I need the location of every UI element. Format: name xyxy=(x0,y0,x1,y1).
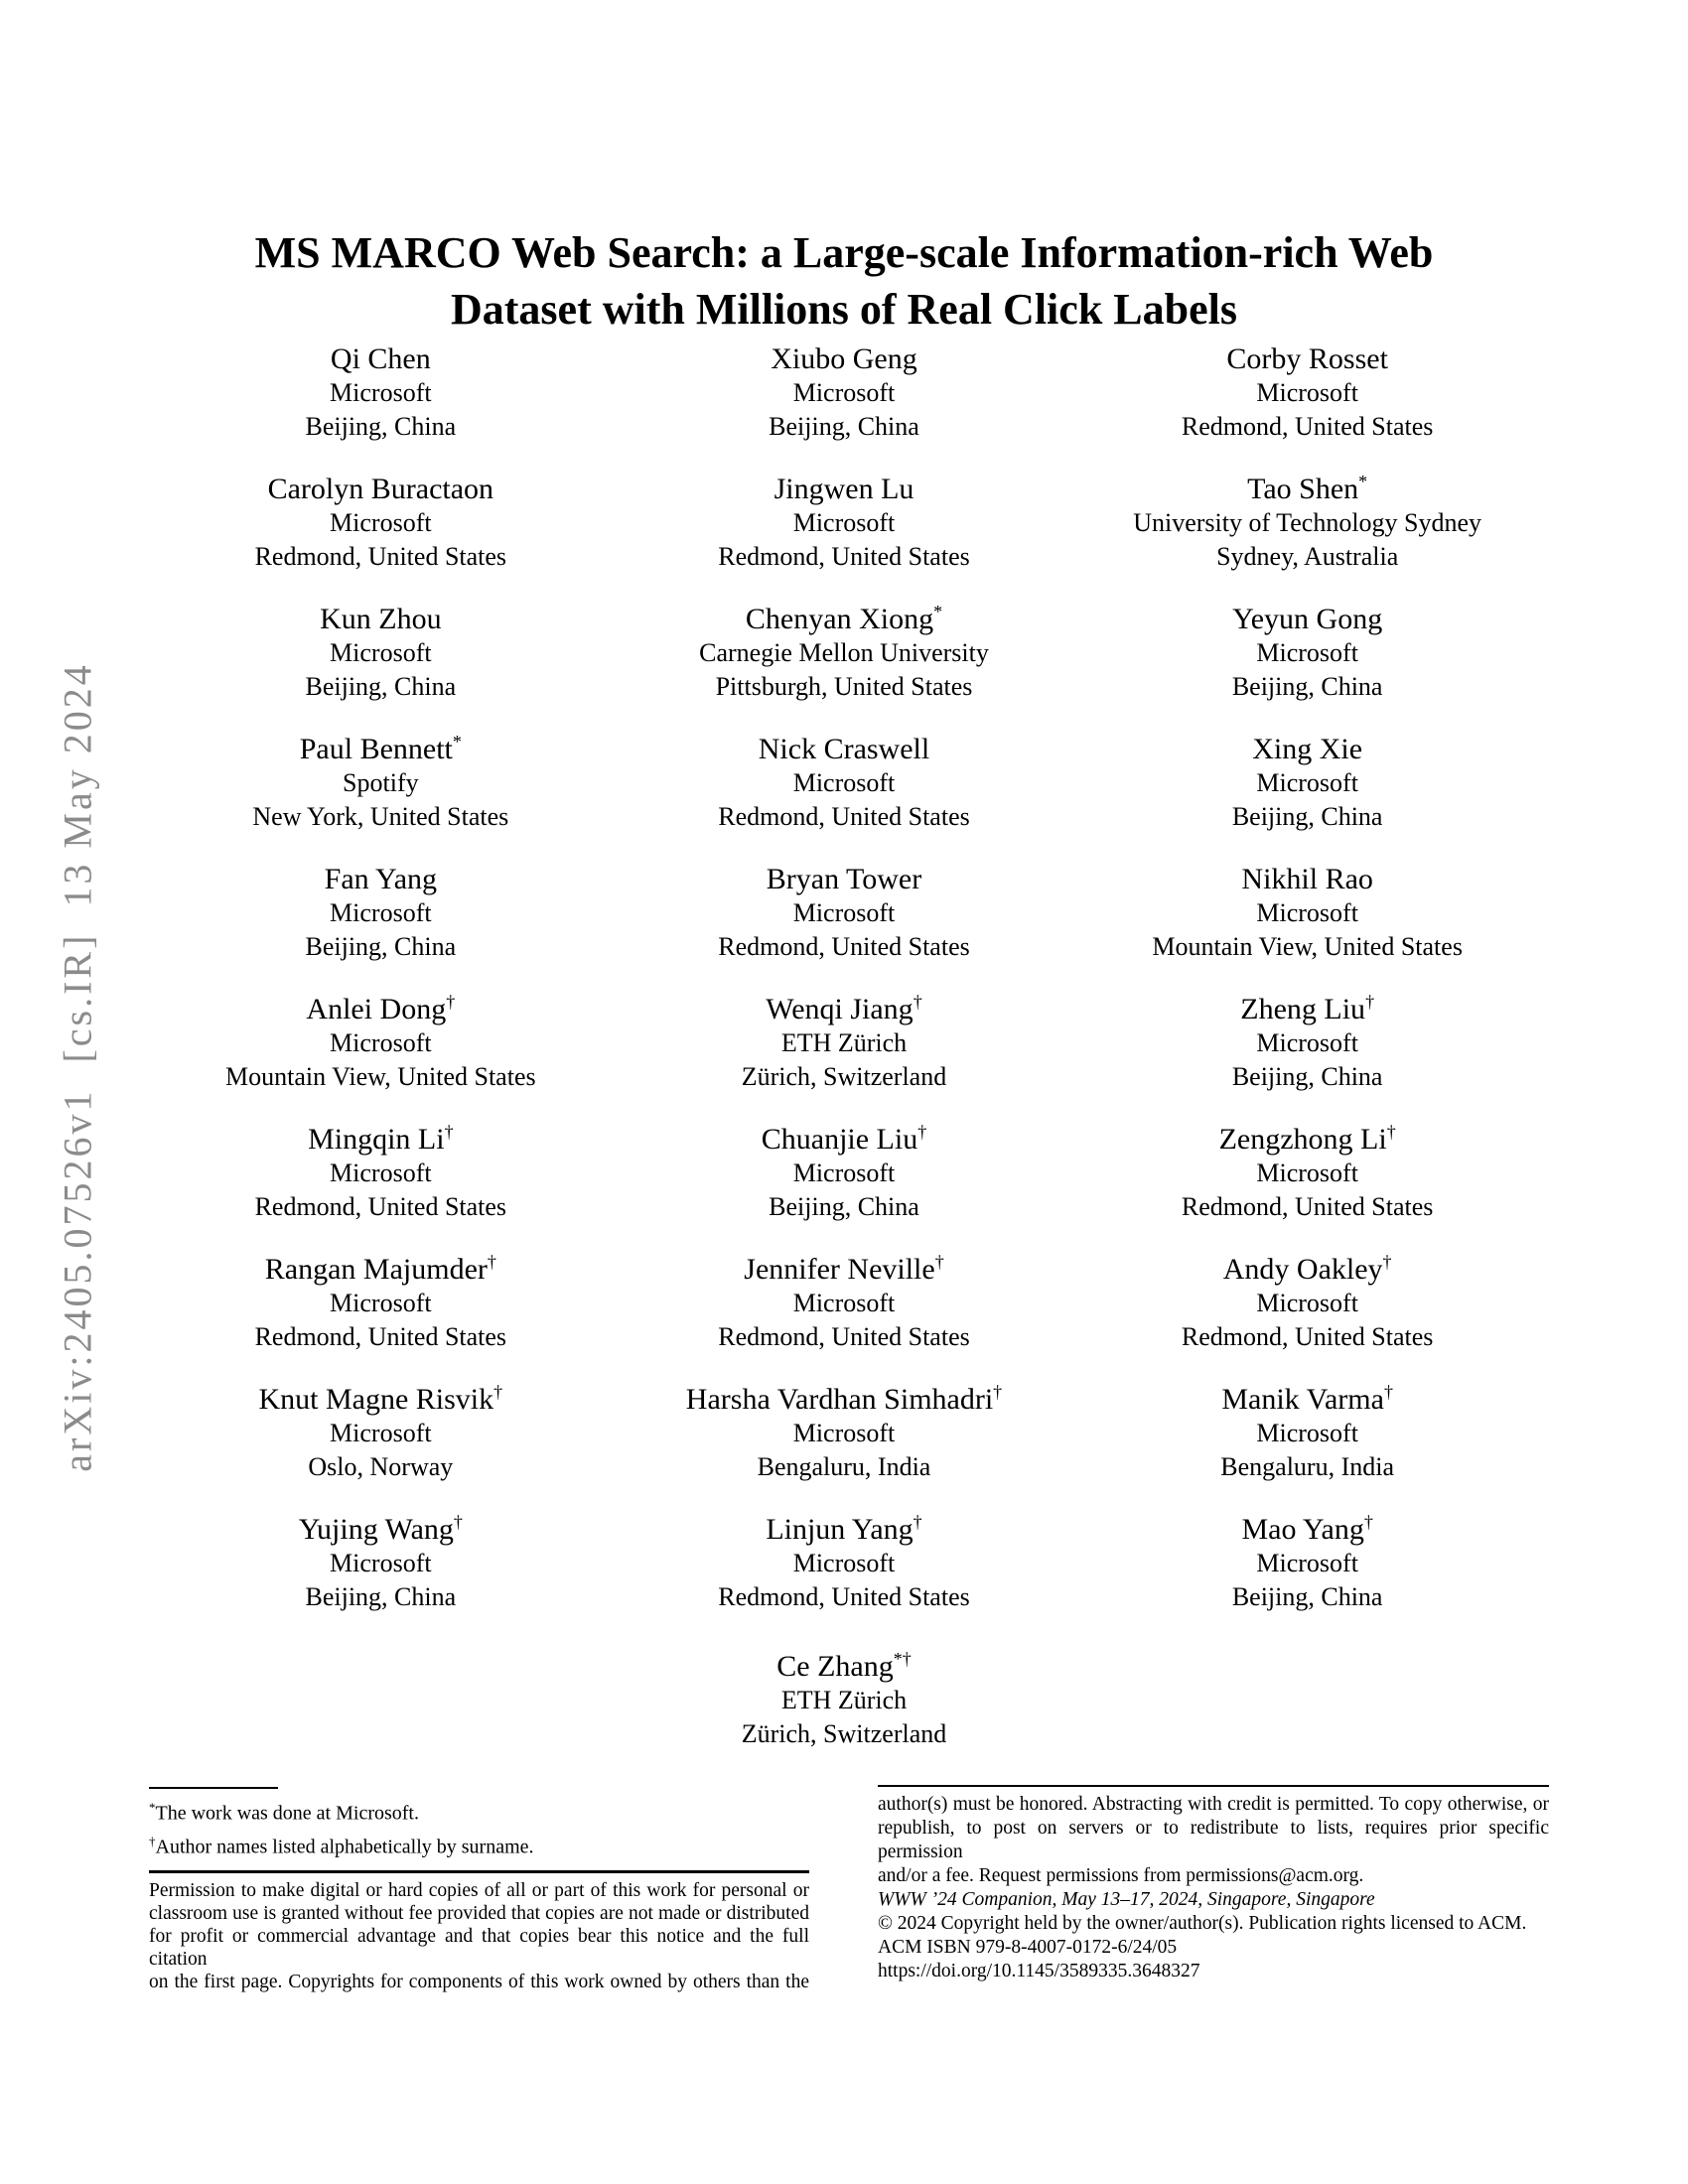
author-block xyxy=(149,1382,613,1484)
author-location: Redmond, United States xyxy=(718,542,970,571)
author-location: Redmond, United States xyxy=(718,932,970,961)
author-affiliation: Microsoft xyxy=(330,508,432,537)
author-affiliation: Microsoft xyxy=(1256,1289,1358,1317)
last-author-row xyxy=(149,1649,1539,1751)
author-affiliation: Microsoft xyxy=(1256,1028,1358,1057)
author-name: Mao Yang† xyxy=(1241,1512,1373,1546)
author-affiliation: Microsoft xyxy=(792,1289,896,1317)
author-marker: * xyxy=(1358,472,1368,491)
author-affiliation: Microsoft xyxy=(330,1289,432,1317)
author-name: Nikhil Rao xyxy=(1241,863,1373,895)
author-location: Zürich, Switzerland xyxy=(741,1062,947,1091)
author-marker: † xyxy=(917,1122,927,1142)
author-name: Jingwen Lu xyxy=(774,473,914,505)
author-affiliation: Microsoft xyxy=(1256,1549,1358,1577)
author-block xyxy=(613,602,1076,704)
author-affiliation: Microsoft xyxy=(792,1549,896,1577)
author-name: Qi Chen xyxy=(330,342,431,375)
author-name: Corby Rosset xyxy=(1226,342,1388,375)
author-block xyxy=(149,472,613,574)
author-marker: † xyxy=(1363,1512,1373,1532)
author-location: New York, United States xyxy=(252,802,509,831)
author-block xyxy=(149,862,613,964)
author-block xyxy=(1075,341,1539,444)
author-marker: *† xyxy=(893,1649,912,1669)
author-block xyxy=(149,1512,613,1614)
author-name: Xiubo Geng xyxy=(771,342,917,375)
author-name: Yeyun Gong xyxy=(1232,603,1383,635)
author-block xyxy=(613,1122,1076,1224)
author-marker: † xyxy=(453,1512,463,1532)
author-block xyxy=(613,1512,1076,1614)
permission-text xyxy=(149,1879,809,1993)
author-name: Kun Zhou xyxy=(320,603,442,635)
permission-line-4: on the first page. Copyrights for components of this work owned by others than the xyxy=(149,1972,809,1993)
author-location: Beijing, China xyxy=(769,412,919,441)
author-block xyxy=(1075,1382,1539,1484)
permission-rule xyxy=(149,1870,809,1873)
author-marker: † xyxy=(913,1512,922,1532)
footnote-star-marker: * xyxy=(149,1800,156,1815)
author-block xyxy=(613,1382,1076,1484)
author-block xyxy=(613,992,1076,1094)
author-location: Pittsburgh, United States xyxy=(715,672,973,701)
author-name: Mingqin Li† xyxy=(308,1122,454,1156)
author-block xyxy=(1075,862,1539,964)
footnote-dagger-marker: † xyxy=(149,1833,156,1848)
author-block xyxy=(1075,1512,1539,1614)
author-name: Fan Yang xyxy=(324,863,438,895)
author-affiliation: Microsoft xyxy=(1256,768,1358,797)
author-block xyxy=(149,732,613,834)
author-block xyxy=(149,602,613,704)
author-affiliation: Microsoft xyxy=(792,378,896,407)
author-name: Zengzhong Li† xyxy=(1218,1122,1396,1156)
author-affiliation: Microsoft xyxy=(792,768,896,797)
author-location: Oslo, Norway xyxy=(308,1452,454,1481)
author-affiliation: Microsoft xyxy=(1256,638,1358,667)
author-marker: † xyxy=(913,992,922,1012)
author-location: Beijing, China xyxy=(305,932,457,961)
author-location: Zürich, Switzerland xyxy=(741,1719,947,1748)
author-marker: † xyxy=(1386,1122,1396,1142)
author-block xyxy=(613,472,1076,574)
author-marker: † xyxy=(493,1382,503,1402)
author-affiliation: Microsoft xyxy=(1256,1419,1358,1447)
author-name: Linjun Yang† xyxy=(766,1512,922,1546)
isbn-line: ACM ISBN 979-8-4007-0172-6/24/05 xyxy=(878,1937,1178,1958)
author-name: Yujing Wang† xyxy=(298,1512,463,1546)
author-name: Paul Bennett* xyxy=(299,732,462,765)
author-marker: * xyxy=(452,732,462,751)
author-name: Nick Craswell xyxy=(758,733,930,765)
permission-line-3: for profit or commercial advantage and that copies bear this notice and the full citation xyxy=(149,1926,809,1971)
author-affiliation: Carnegie Mellon University xyxy=(699,638,989,667)
author-block xyxy=(149,341,613,444)
author-affiliation: Microsoft xyxy=(330,1159,432,1187)
author-location: Beijing, China xyxy=(1231,1062,1383,1091)
paper-title-line-1: MS MARCO Web Search: a Large-scale Information-rich Web xyxy=(254,228,1434,277)
author-location: Sydney, Australia xyxy=(1216,542,1399,571)
author-affiliation: Microsoft xyxy=(792,1419,896,1447)
author-affiliation: ETH Zürich xyxy=(780,1686,908,1714)
author-affiliation: Microsoft xyxy=(330,1419,432,1447)
author-name: Bryan Tower xyxy=(766,863,922,895)
permission-line-1: Permission to make digital or hard copies of all or part of this work for personal or xyxy=(149,1880,809,1902)
author-location: Beijing, China xyxy=(1231,672,1383,701)
author-affiliation: Microsoft xyxy=(330,638,432,667)
author-name: Chuanjie Liu† xyxy=(761,1122,927,1156)
author-block xyxy=(1075,732,1539,834)
author-location: Redmond, United States xyxy=(718,1582,970,1611)
author-name: Chenyan Xiong* xyxy=(745,602,943,635)
author-marker: * xyxy=(933,602,943,621)
author-block xyxy=(1075,992,1539,1094)
author-affiliation: Microsoft xyxy=(330,378,432,407)
author-block xyxy=(613,862,1076,964)
author-affiliation: Microsoft xyxy=(1256,898,1358,927)
author-location: Beijing, China xyxy=(305,672,457,701)
author-marker: † xyxy=(1365,992,1375,1012)
author-block xyxy=(1075,472,1539,574)
author-block xyxy=(1075,1252,1539,1354)
footnote-dagger-text: Author names listed alphabetically by surname. xyxy=(155,1836,534,1858)
doi-link[interactable]: https://doi.org/10.1145/3589335.3648327 xyxy=(878,1961,1200,1981)
author-name: Harsha Vardhan Simhadri† xyxy=(685,1382,1003,1416)
author-name: Andy Oakley† xyxy=(1222,1252,1392,1286)
author-marker: † xyxy=(1382,1252,1392,1272)
rights-column-right xyxy=(878,1785,1549,1983)
author-name: Knut Magne Risvik† xyxy=(258,1382,503,1416)
author-location: Mountain View, United States xyxy=(225,1062,536,1091)
copyright-line: © 2024 Copyright held by the owner/author(s). Publication rights licensed to ACM. xyxy=(878,1913,1527,1934)
author-block xyxy=(613,732,1076,834)
author-location: Redmond, United States xyxy=(1181,1192,1434,1221)
rights-line-1: author(s) must be honored. Abstracting with credit is permitted. To copy otherwise, or xyxy=(878,1794,1549,1815)
footnote-star-text: The work was done at Microsoft. xyxy=(155,1802,419,1825)
rights-line-2: republish, to post on servers or to redistribute to lists, requires prior specific permission xyxy=(878,1818,1549,1862)
author-marker: † xyxy=(444,1122,454,1142)
author-location: Redmond, United States xyxy=(718,802,970,831)
author-name: Ce Zhang*† xyxy=(776,1649,912,1683)
author-block xyxy=(149,1252,613,1354)
rights-rule xyxy=(878,1785,1549,1787)
paper-title-line-2: Dataset with Millions of Real Click Labels xyxy=(451,285,1237,334)
author-affiliation: University of Technology Sydney xyxy=(1133,508,1482,537)
author-name: Wenqi Jiang† xyxy=(766,992,922,1025)
author-location: Redmond, United States xyxy=(254,542,507,571)
author-name: Carolyn Buractaon xyxy=(267,473,494,505)
author-location: Bengaluru, India xyxy=(1220,1452,1395,1481)
author-name: Zheng Liu† xyxy=(1240,992,1375,1025)
author-affiliation: Spotify xyxy=(343,768,419,797)
author-affiliation: Microsoft xyxy=(1256,378,1358,407)
author-block xyxy=(1075,602,1539,704)
author-marker: † xyxy=(993,1382,1003,1402)
author-block xyxy=(149,992,613,1094)
author-name: Jennifer Neville† xyxy=(744,1252,944,1286)
author-marker: † xyxy=(934,1252,944,1272)
author-block xyxy=(613,1252,1076,1354)
rights-line-3: and/or a fee. Request permissions from permissions@acm.org. xyxy=(878,1865,1364,1886)
author-block xyxy=(1075,1122,1539,1224)
author-block xyxy=(149,1122,613,1224)
author-location: Bengaluru, India xyxy=(757,1452,931,1481)
footnote-dagger xyxy=(149,1828,809,1861)
author-location: Beijing, China xyxy=(769,1192,919,1221)
conference-citation: WWW ’24 Companion, May 13–17, 2024, Singapore, Singapore xyxy=(878,1889,1375,1910)
footnote-rule xyxy=(149,1787,278,1789)
author-affiliation: Microsoft xyxy=(792,1159,896,1187)
author-affiliation: Microsoft xyxy=(330,1549,432,1577)
author-block xyxy=(742,1649,947,1751)
author-location: Redmond, United States xyxy=(1181,412,1434,441)
author-name: Anlei Dong† xyxy=(306,992,456,1025)
paper-title xyxy=(0,224,1688,338)
author-location: Beijing, China xyxy=(305,412,457,441)
author-block xyxy=(613,341,1076,444)
author-location: Redmond, United States xyxy=(718,1322,970,1351)
author-affiliation: Microsoft xyxy=(792,898,896,927)
author-affiliation: Microsoft xyxy=(330,1028,432,1057)
arxiv-sidebar-stamp: arXiv:2405.07526v1 [cs.IR] 13 May 2024 xyxy=(55,662,100,1472)
footnote-column-left xyxy=(149,1787,809,1993)
author-name: Tao Shen* xyxy=(1247,472,1368,505)
author-marker: † xyxy=(1383,1382,1393,1402)
author-marker: † xyxy=(446,992,456,1012)
author-affiliation: ETH Zürich xyxy=(780,1028,908,1057)
author-affiliation: Microsoft xyxy=(792,508,896,537)
author-location: Redmond, United States xyxy=(1181,1322,1434,1351)
author-affiliation: Microsoft xyxy=(330,898,432,927)
author-location: Redmond, United States xyxy=(254,1322,507,1351)
author-location: Mountain View, United States xyxy=(1152,932,1463,961)
author-location: Beijing, China xyxy=(1231,802,1383,831)
author-location: Beijing, China xyxy=(1231,1582,1383,1611)
author-location: Redmond, United States xyxy=(254,1192,507,1221)
footnote-star xyxy=(149,1794,809,1828)
authors-grid xyxy=(149,341,1539,1614)
permission-line-2: classroom use is granted without fee provided that copies are not made or distributed xyxy=(149,1903,809,1925)
author-location: Beijing, China xyxy=(305,1582,457,1611)
author-name: Xing Xie xyxy=(1252,733,1363,765)
author-affiliation: Microsoft xyxy=(1256,1159,1358,1187)
author-marker: † xyxy=(487,1252,496,1272)
author-name: Rangan Majumder† xyxy=(264,1252,496,1286)
author-name: Manik Varma† xyxy=(1221,1382,1393,1416)
